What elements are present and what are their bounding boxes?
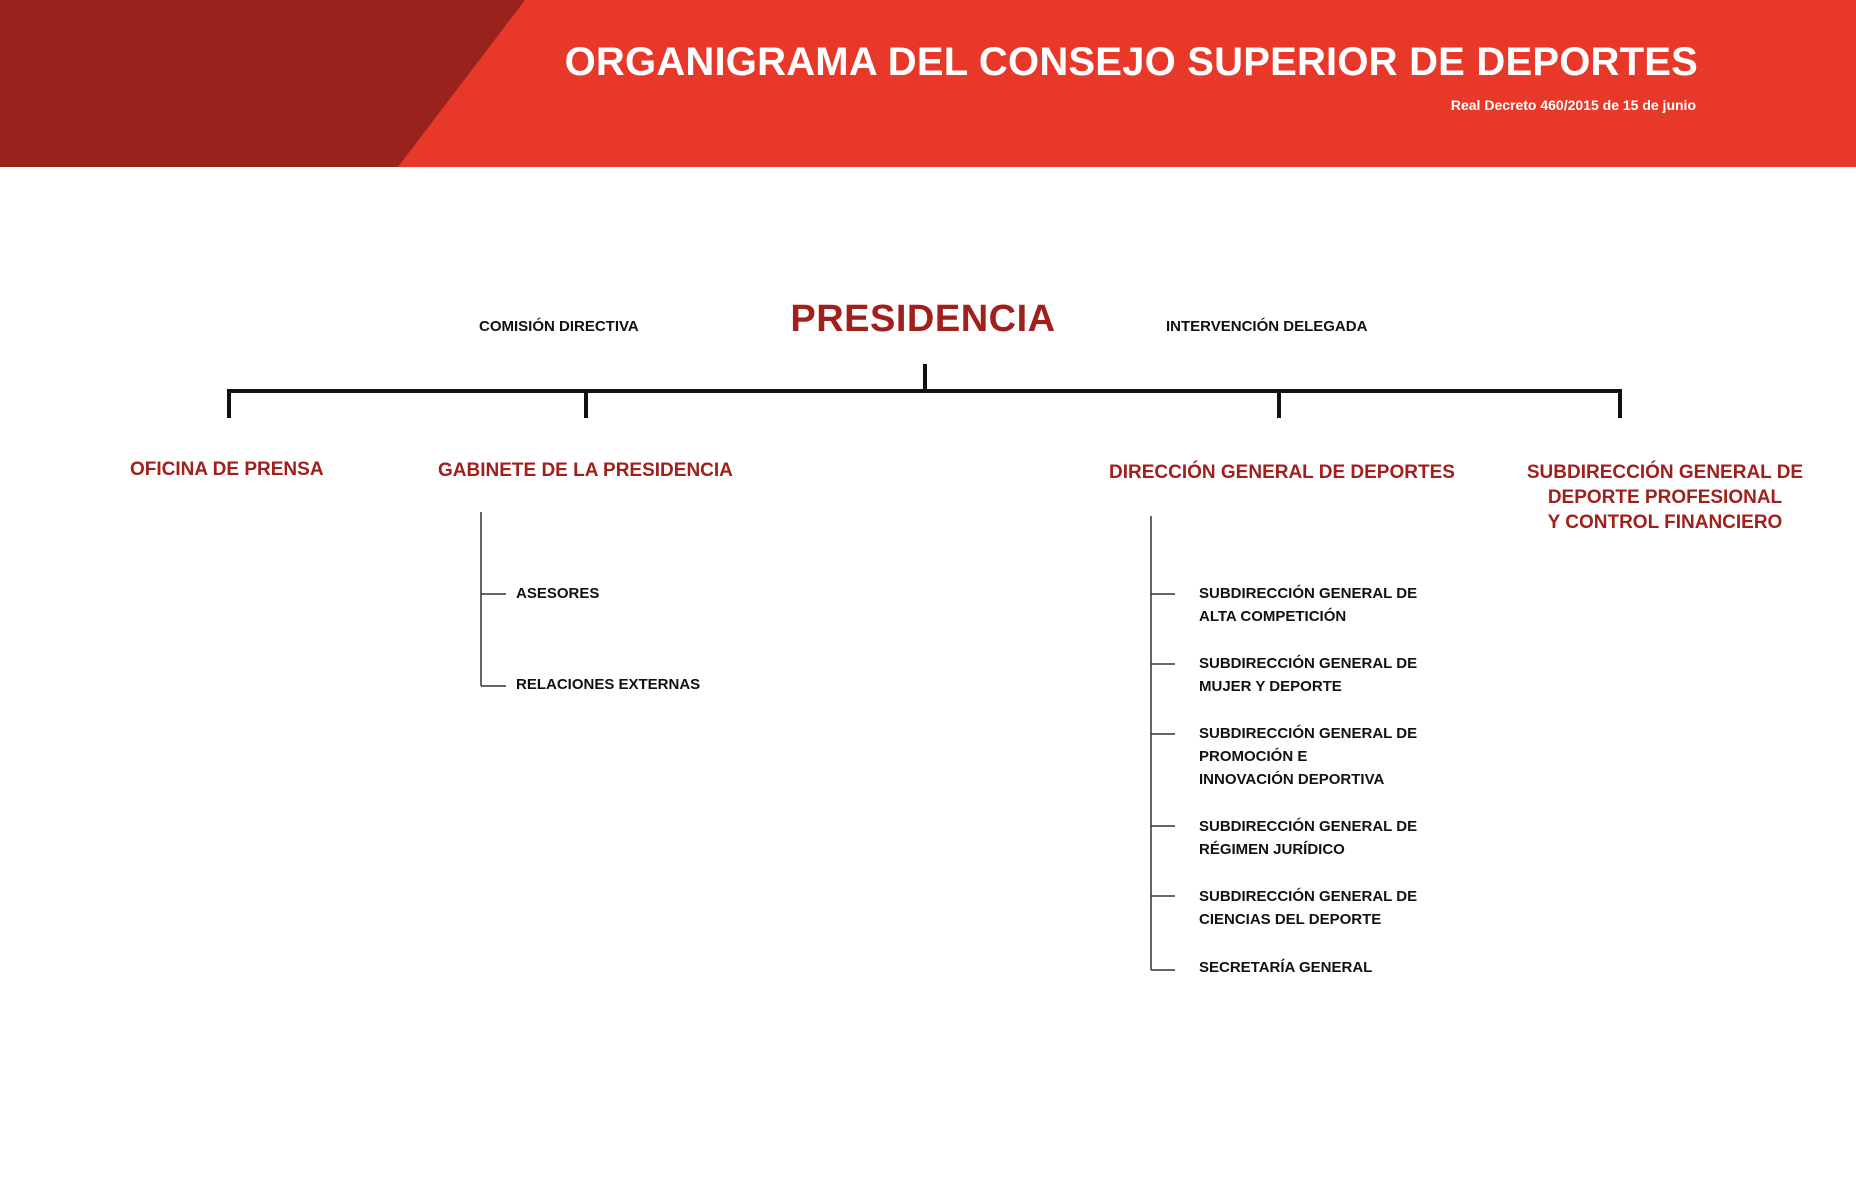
subdireccion-mujer-deporte-node: SUBDIRECCIÓN GENERAL DE MUJER Y DEPORTE [1199, 655, 1418, 695]
page-subtitle: Real Decreto 460/2015 de 15 de junio [1450, 97, 1696, 113]
oficina-de-prensa-node: OFICINA DE PRENSA [130, 459, 324, 480]
page-title: ORGANIGRAMA DEL CONSEJO SUPERIOR DE DEPORTES [564, 40, 1698, 84]
presidencia-node: PRESIDENCIA [790, 298, 1056, 340]
subdireccion-ciencias-deporte-node: SUBDIRECCIÓN GENERAL DE CIENCIAS DEL DEPORTE [1199, 888, 1418, 928]
subdireccion-promocion-innovacion-node: SUBDIRECCIÓN GENERAL DE PROMOCIÓN E INNOVACIÓN DEPORTIVA [1199, 725, 1418, 788]
secretaria-general-node: SECRETARÍA GENERAL [1199, 959, 1373, 976]
comision-directiva-label: COMISIÓN DIRECTIVA [479, 318, 639, 335]
relaciones-externas-node: RELACIONES EXTERNAS [516, 676, 701, 693]
subdireccion-deporte-profesional-node: SUBDIRECCIÓN GENERAL DE DEPORTE PROFESIONAL Y CONTROL FINANCIERO [1526, 462, 1804, 533]
direccion-general-deportes-node: DIRECCIÓN GENERAL DE DEPORTES [1109, 462, 1455, 483]
subdireccion-alta-competicion-node: SUBDIRECCIÓN GENERAL DE ALTA COMPETICIÓN [1199, 585, 1418, 625]
intervencion-delegada-label: INTERVENCIÓN DELEGADA [1166, 318, 1368, 335]
asesores-node: ASESORES [516, 585, 600, 602]
gabinete-presidencia-node: GABINETE DE LA PRESIDENCIA [438, 460, 733, 481]
subdireccion-regimen-juridico-node: SUBDIRECCIÓN GENERAL DE RÉGIMEN JURÍDICO [1199, 818, 1418, 858]
